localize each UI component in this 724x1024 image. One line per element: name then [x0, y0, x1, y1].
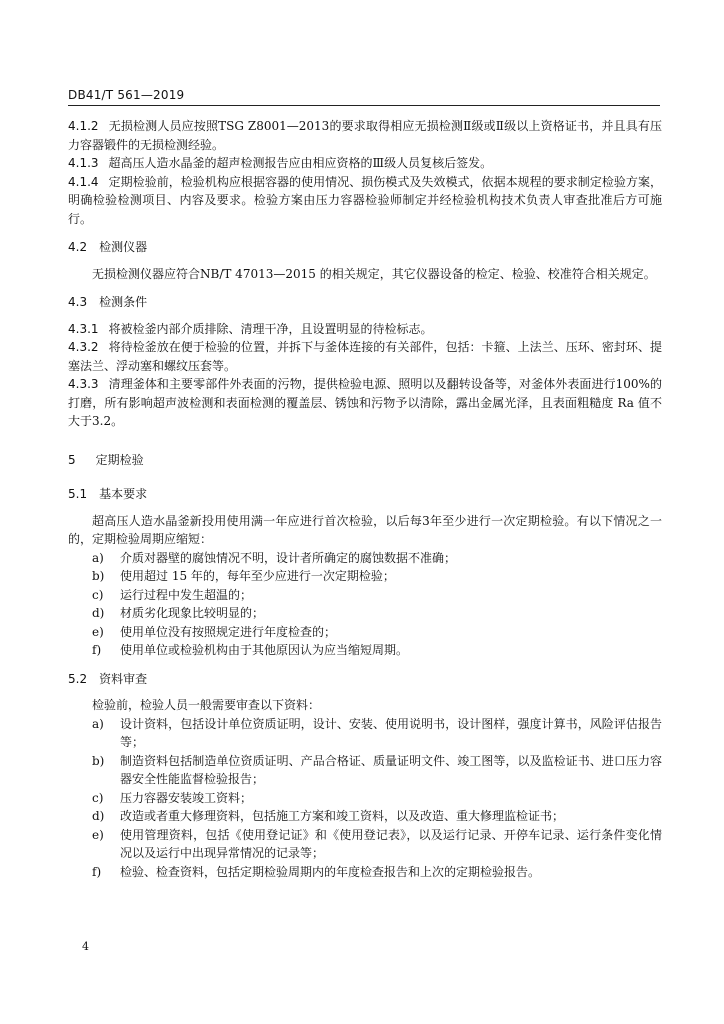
- list-item-text: 使用单位没有按照规定进行年度检查的；: [120, 624, 337, 639]
- list-item-text: 使用单位或检验机构由于其他原因认为应当缩短周期。: [120, 643, 409, 657]
- section-title: 资料审查: [99, 671, 148, 686]
- clause-4-3-1: [68, 320, 662, 339]
- list-item-text: 材质劣化现象比较明显的；: [120, 606, 265, 620]
- list-item: [68, 549, 662, 568]
- shorten-period-list: [68, 549, 662, 660]
- list-marker: e): [92, 827, 104, 842]
- list-item-text: 介质对器壁的腐蚀情况不明，设计者所确定的腐蚀数据不准确；: [120, 550, 457, 565]
- list-marker: a): [92, 716, 104, 731]
- list-marker: a): [92, 550, 104, 565]
- section-number: 5.1: [68, 487, 88, 501]
- clause-text: 将待检釜放在便于检验的位置，并拆下与釜体连接的有关部件，包括：卡箍、上法兰、压环、密封环、提塞法兰、浮动塞和螺纹压套等。: [68, 340, 662, 373]
- clause-text: 无损检测人员应按照TSG Z8001—2013的要求取得相应无损检测Ⅱ级或Ⅱ级以上资格证书，并且具有压力容器锻件的无损检测经验。: [68, 119, 662, 152]
- list-item: [68, 807, 662, 826]
- clause-4-3-2: [68, 338, 662, 375]
- clause-number: 4.3.2: [68, 340, 99, 354]
- section-title: 检测仪器: [99, 240, 148, 254]
- list-item-text: 制造资料包括制造单位资质证明、产品合格证、质量证明文件、竣工图等，以及监检证书、进口压力容器安全性能监督检验报告；: [120, 753, 662, 786]
- clause-number: 4.1.2: [68, 119, 99, 133]
- list-item: [68, 641, 662, 660]
- clause-4-1-4: [68, 173, 662, 229]
- list-item-text: 压力容器安装竣工资料；: [120, 790, 253, 805]
- list-item: [68, 715, 662, 752]
- list-item: [68, 826, 662, 863]
- list-marker: c): [92, 790, 104, 805]
- clause-number: 4.1.4: [68, 174, 99, 189]
- section-number: 4.3: [68, 295, 88, 309]
- section-4-2-body: 无损检测仪器应符合NB/T 47013—2015 的相关规定，其它仪器设备的检定、检验、校准符合相关规定。: [92, 266, 656, 281]
- clause-number: 4.3.1: [68, 321, 99, 336]
- list-item-text: 改造或者重大修理资料，包括施工方案和竣工资料，以及改造、重大修理监检证书；: [120, 809, 565, 823]
- list-marker: e): [92, 624, 104, 639]
- list-item: [68, 863, 662, 882]
- clause-text: 清理釜体和主要零部件外表面的污物，提供检验电源、照明以及翻转设备等，对釜体外表面进行100%的打磨，所有影响超声波检测和表面检测的覆盖层、锈蚀和污物予以清除，露出金属光泽，且表面粗糙度 Ra 值不大于3.2。: [68, 377, 662, 428]
- header-rule: [68, 105, 660, 106]
- clause-text: 将被检釜内部介质排除、清理干净，且设置明显的待检标志。: [108, 321, 433, 336]
- section-title: 基本要求: [99, 487, 148, 501]
- list-item-text: 设计资料，包括设计单位资质证明，设计、安装、使用说明书，设计图样，强度计算书，风险评估报告等；: [120, 716, 662, 749]
- list-item-text: 使用管理资料，包括《使用登记证》和《使用登记表》，以及运行记录、开停车记录、运行条件变化情况以及运行中出现异常情况的记录等；: [120, 827, 662, 860]
- list-item: [68, 623, 662, 642]
- list-marker: c): [92, 587, 104, 602]
- doc-header-code: DB41/T 561—2019: [68, 88, 185, 102]
- list-marker: f): [92, 643, 102, 657]
- section-5-2-intro: 检验前，检验人员一般需要审查以下资料：: [92, 698, 321, 712]
- clause-4-1-2: [68, 117, 662, 154]
- page-content: [68, 117, 662, 881]
- list-item: [68, 789, 662, 808]
- list-marker: b): [92, 569, 105, 583]
- section-heading-5-1: [68, 485, 662, 504]
- list-item-text: 运行过程中发生超温的；: [120, 587, 253, 602]
- section-title: 检测条件: [99, 295, 148, 309]
- list-item: [68, 567, 662, 586]
- clause-number: 4.1.3: [68, 156, 99, 170]
- clause-4-3-3: [68, 375, 662, 431]
- chapter-title: 定期检验: [95, 452, 144, 467]
- section-5-1-intro: 超高压人造水晶釜新投用使用满一年应进行首次检验，以后每3年至少进行一次定期检验。有以下情况之一的，定期检验周期应缩短：: [68, 513, 662, 546]
- section-heading-4-2: [68, 238, 662, 257]
- chapter-number: 5: [68, 452, 76, 467]
- clause-number: 4.3.3: [68, 377, 99, 391]
- section-number: 5.2: [68, 671, 88, 686]
- list-marker: f): [92, 864, 102, 879]
- chapter-heading-5: [68, 451, 662, 470]
- clause-text: 定期检验前，检验机构应根据容器的使用情况、损伤模式及失效模式，依据本规程的要求制定检验方案，明确检验检测项目、内容及要求。检验方案由压力容器检验师制定并经检验机构技术负责人审查批准后方可施行。: [68, 174, 662, 226]
- clause-text: 超高压人造水晶釜的超声检测报告应由相应资格的Ⅲ级人员复核后签发。: [108, 156, 493, 170]
- list-item: [68, 586, 662, 605]
- list-marker: d): [92, 606, 105, 620]
- list-item: [68, 752, 662, 789]
- section-heading-4-3: [68, 293, 662, 312]
- section-heading-5-2: [68, 670, 662, 689]
- list-marker: b): [92, 753, 105, 768]
- list-marker: d): [92, 809, 105, 823]
- page-number: 4: [82, 940, 89, 953]
- clause-4-1-3: [68, 154, 662, 173]
- section-number: 4.2: [68, 240, 88, 254]
- review-documents-list: [68, 715, 662, 882]
- list-item-text: 检验、检查资料，包括定期检验周期内的年度检查报告和上次的定期检验报告。: [120, 864, 541, 879]
- list-item: [68, 604, 662, 623]
- list-item-text: 使用超过 15 年的，每年至少应进行一次定期检验；: [120, 569, 395, 583]
